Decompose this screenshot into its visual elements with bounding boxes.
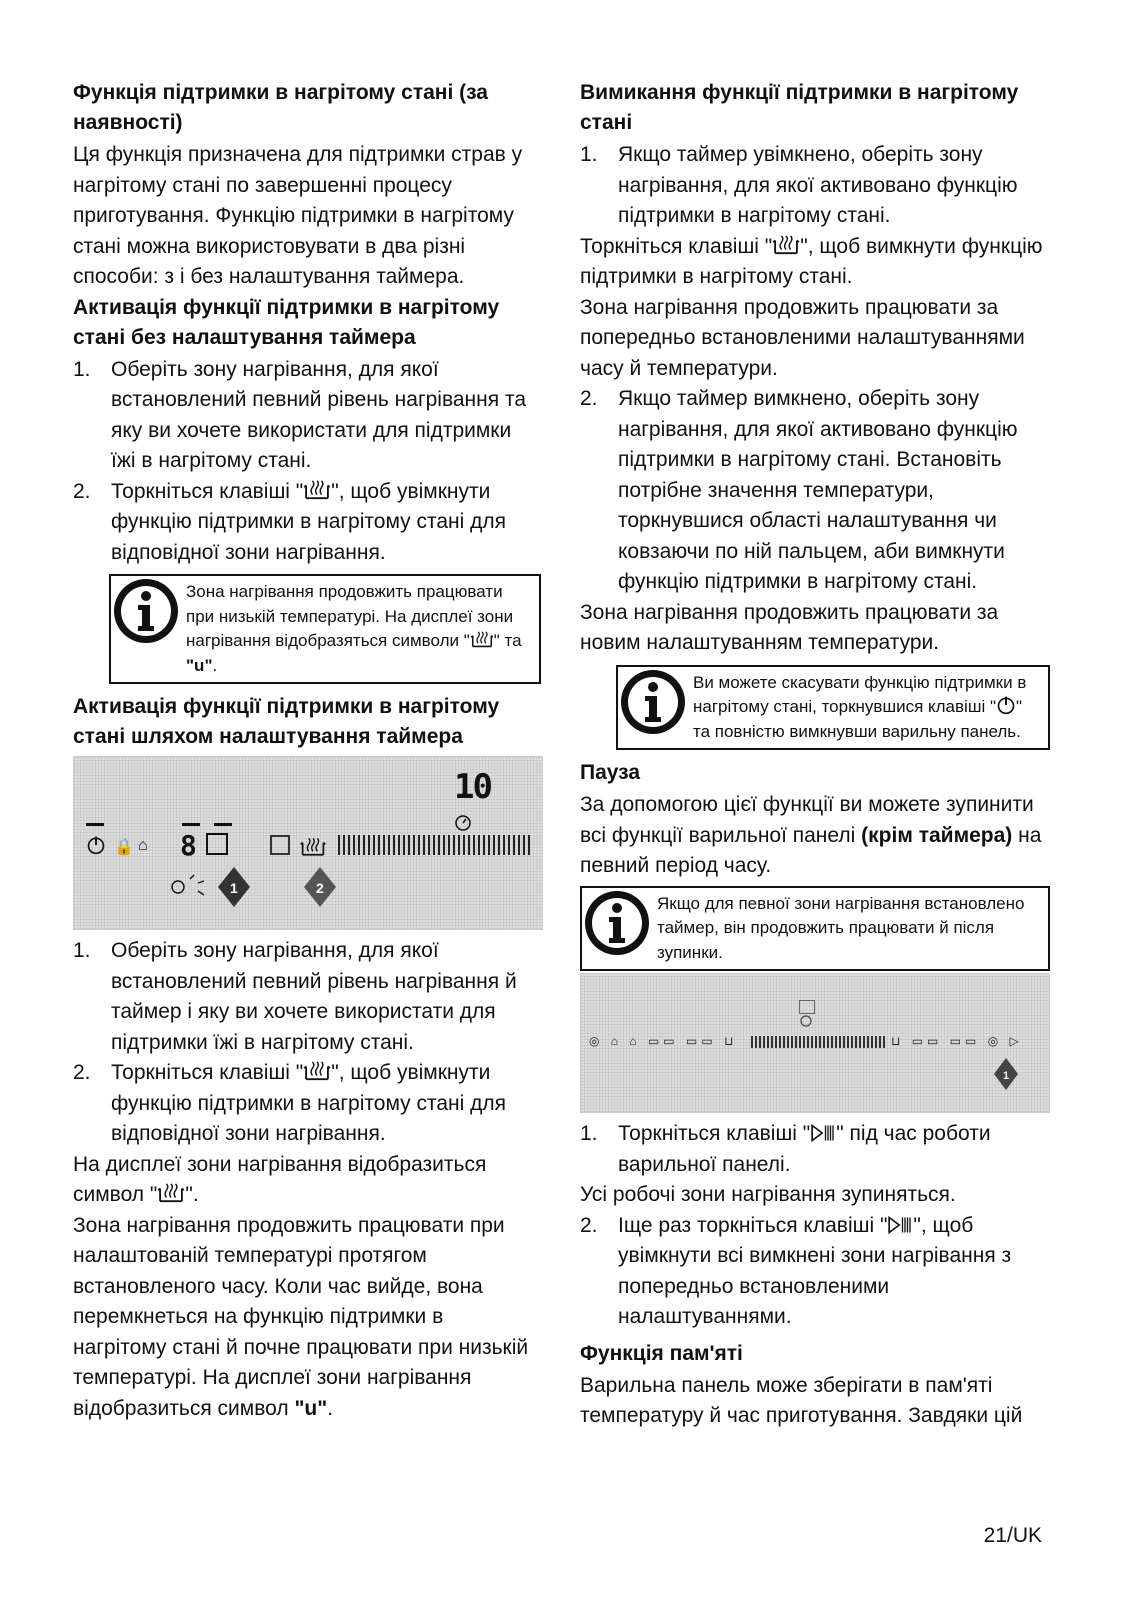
power-icon <box>996 695 1016 715</box>
control-panel-illustration <box>580 973 1050 1113</box>
timer-display: 10 <box>454 767 491 807</box>
section-title-memory: Функція пам'яті <box>580 1341 743 1365</box>
indicator-dash <box>86 823 104 826</box>
keep-warm-icon <box>303 1061 331 1081</box>
right-column <box>580 78 1050 1432</box>
timer-icon <box>452 811 474 833</box>
timer-icon <box>799 1014 813 1028</box>
icon-row: ⊔ ▭▭ ▭▭ ◎ ▷ <box>891 1034 1023 1048</box>
svg-text:1: 1 <box>230 880 238 896</box>
pause-icon <box>887 1215 913 1235</box>
section-title-activate-no-timer: Активація функції підтримки в нагрітому стані без налаштування таймера <box>73 295 500 349</box>
pause-icon <box>810 1123 836 1143</box>
section-title-deactivate: Вимикання функції підтримки в нагрітому стані <box>580 81 1019 134</box>
section-title-keep-warm: Функція підтримки в нагрітому стані (за наявності) <box>73 81 488 134</box>
info-icon <box>618 667 688 737</box>
zone-icon[interactable] <box>206 833 228 855</box>
step-2-marker <box>300 863 340 911</box>
control-panel-illustration <box>73 756 543 930</box>
slider-bar[interactable] <box>338 835 530 855</box>
list-item: 2. Якщо таймер вимкнено, оберіть зону нагрівання, для якої активовано функцію підтримки в нагрітому стані. Встановіть потрібне значення температури, торкнувшися області налаштування чи ковзаючи по ній пальцем, аби вимкнути функцію підтримки в нагрітому стані. <box>580 387 1018 593</box>
deactivate-instruction: Торкніться клавіші " ", щоб вимкнути функцію підтримки в нагрітому стані. <box>580 234 1043 288</box>
display-symbol-text: На дисплеї зони нагрівання відобразиться символ " ". <box>73 1152 487 1206</box>
pause-result: Усі робочі зони нагрівання зупиняться. <box>580 1183 956 1206</box>
keep-warm-icon <box>470 631 494 648</box>
section-title-pause: Пауза <box>580 761 641 784</box>
left-column <box>73 78 541 1424</box>
new-temp-text: Зона нагрівання продовжить працювати за новим налаштуванням температури. <box>580 600 999 654</box>
svg-text:1: 1 <box>1003 1070 1010 1082</box>
deactivate-result: Зона нагрівання продовжить працювати за попередньо встановленими налаштуваннями часу й температури. <box>580 295 1025 380</box>
list-item: 1. Оберіть зону нагрівання, для якої встановлений певний рівень нагрівання та яку ви хочете використати для підтримки їжі в нагрітому стані. <box>73 357 527 472</box>
info-icon <box>582 888 652 958</box>
info-note: Якщо для певної зони нагрівання встановлено таймер, він продовжить працювати й після зупинки. <box>580 886 1050 972</box>
keep-warm-intro: Ця функція призначена для підтримки страв у нагрітому стані по завершенні процесу приготування. Функцію підтримки в нагрітому стані можна використовувати в два різні способи: з і без налаштування таймера. <box>73 143 523 288</box>
pause-intro: За допомогою цієї функції ви можете зупинити всі функції варильної панелі (крім таймера) на певний період часу. <box>580 793 1042 877</box>
section-title-activate-with-timer: Активація функції підтримки в нагрітому стані шляхом налаштування таймера <box>73 695 500 748</box>
info-note: Ви можете скасувати функцію підтримки в нагрітому стані, торкнувшися клавіші " " та повністю вимкнувши варильну панель. <box>616 665 1050 751</box>
keep-warm-icon <box>157 1183 185 1203</box>
indicator-dash <box>214 823 232 826</box>
memory-intro: Варильна панель може зберігати в пам'яті температуру й час приготування. Завдяки цій <box>580 1373 1023 1427</box>
step-1-marker <box>214 863 254 911</box>
step-1-marker <box>991 1054 1021 1094</box>
keep-warm-icon[interactable] <box>300 837 326 857</box>
zone-icon[interactable] <box>270 835 290 855</box>
keep-warm-icon <box>772 235 800 255</box>
list-item: 1. Оберіть зону нагрівання, для якої встановлений певний рівень нагрівання й таймер і яку ви хочете використати для підтримки їжі в нагрітому стані. <box>73 939 517 1054</box>
lock-icon[interactable]: 🔒 <box>114 839 134 856</box>
keep-warm-icon <box>303 480 331 500</box>
page-number: 21/UK <box>983 1524 1042 1547</box>
timer-select-icon <box>170 873 210 899</box>
slider-bar[interactable] <box>751 1036 886 1048</box>
icon-row: ◎ ⌂ ⌂ ▭▭ ▭▭ ⊔ <box>589 1034 738 1048</box>
list-item: 1. Торкніться клавіші " " під час роботи варильної панелі. <box>580 1122 991 1176</box>
list-item: 2. Торкніться клавіші " ", щоб увімкнути функцію підтримки в нагрітому стані для відповідної зони нагрівання. <box>73 1061 506 1145</box>
power-icon[interactable] <box>86 835 106 855</box>
indicator-dash <box>182 823 200 826</box>
info-icon <box>111 576 181 646</box>
heat-level-display: 8 <box>180 829 197 862</box>
info-note: Зона нагрівання продовжить працювати при низькій температурі. На дисплеї зони нагрівання відобразяться символи " " та "u". <box>109 574 541 684</box>
display-digits <box>799 1000 815 1014</box>
list-item: 2. Іще раз торкніться клавіші " ", щоб увімкнути всі вимкнені зони нагрівання з попередньо встановленими налаштуваннями. <box>580 1213 1012 1328</box>
list-item: 2. Торкніться клавіші " ", щоб увімкнути функцію підтримки в нагрітому стані для відповідної зони нагрівання. <box>73 479 506 564</box>
pot-icon[interactable]: ⌂ <box>138 837 148 854</box>
timer-expiry-text: Зона нагрівання продовжить працювати при налаштованій температурі протягом встановленого часу. Коли час вийде, вона перемкнеться на функцію підтримки в нагрітому стані й почне працювати при низькій температурі. На дисплеї зони нагрівання відобразиться символ "u". <box>73 1213 529 1420</box>
list-item: 1. Якщо таймер увімкнено, оберіть зону нагрівання, для якої активовано функцію підтримки в нагрітому стані. <box>580 143 1018 227</box>
svg-text:2: 2 <box>316 880 324 896</box>
